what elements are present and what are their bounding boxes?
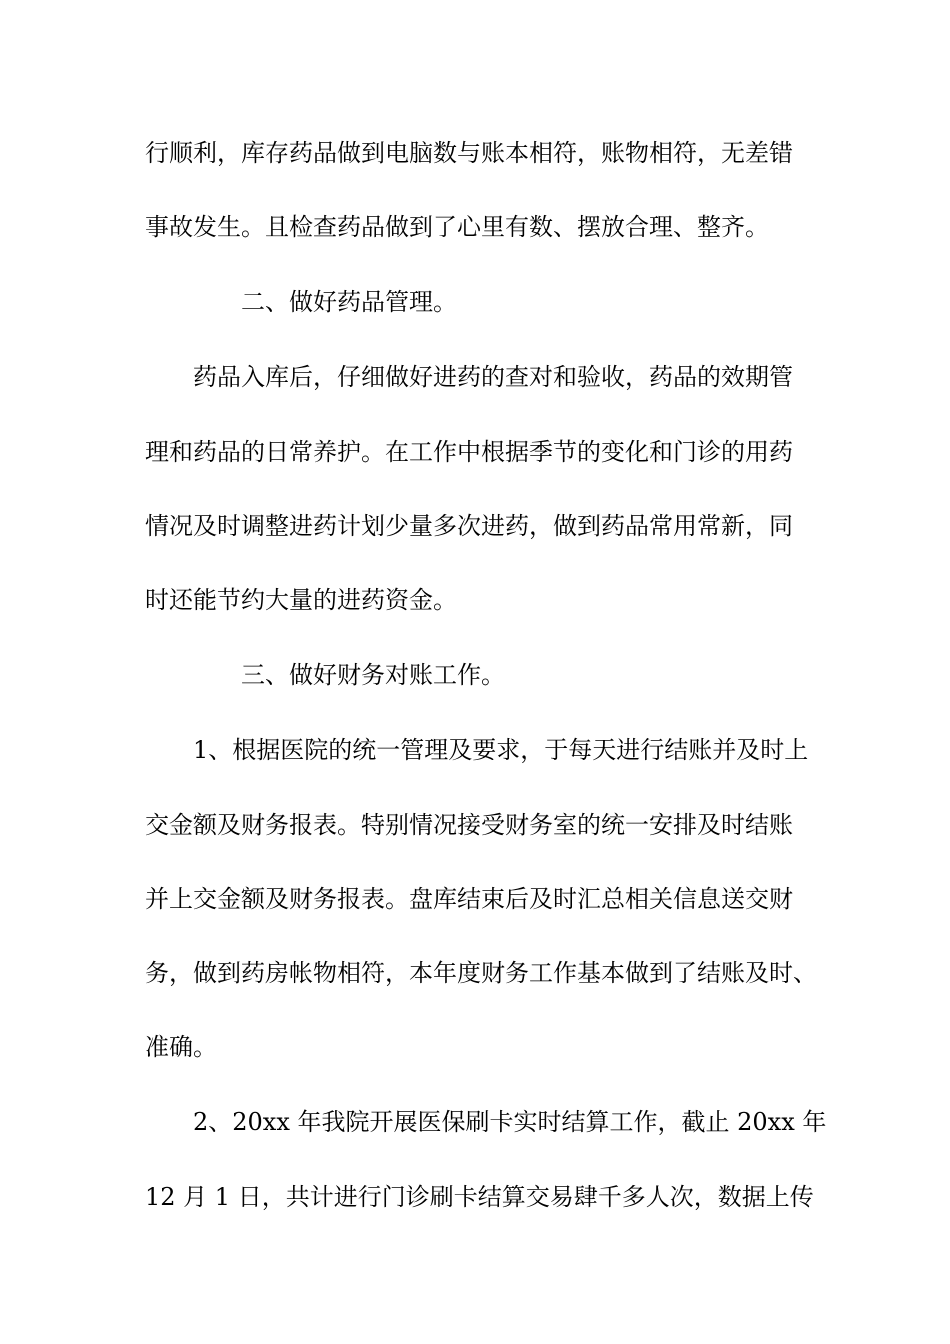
text-line: 情况及时调整进药计划少量多次进药，做到药品常用常新，同 <box>145 512 793 540</box>
text-line: 事故发生。且检查药品做到了心里有数、摆放合理、整齐。 <box>145 213 769 241</box>
text-line: 2、20xx 年我院开展医保刷卡实时结算工作，截止 20xx 年 <box>193 1108 827 1136</box>
text-line: 药品入库后，仔细做好进药的查对和验收，药品的效期管 <box>193 363 793 391</box>
text-line: 行顺利，库存药品做到电脑数与账本相符，账物相符，无差错 <box>145 139 793 167</box>
text-line: 时还能节约大量的进药资金。 <box>145 586 457 614</box>
text-line: 务，做到药房帐物相符，本年度财务工作基本做到了结账及时、 <box>145 959 817 987</box>
text-line: 准确。 <box>145 1033 217 1061</box>
text-line: 12 月 1 日，共计进行门诊刷卡结算交易肆千多人次，数据上传 <box>145 1183 814 1211</box>
text-line: 1、根据医院的统一管理及要求，于每天进行结账并及时上 <box>193 736 809 764</box>
text-line: 理和药品的日常养护。在工作中根据季节的变化和门诊的用药 <box>145 438 793 466</box>
section-heading-2: 二、做好药品管理。 <box>241 288 457 316</box>
text-line: 交金额及财务报表。特别情况接受财务室的统一安排及时结账 <box>145 811 793 839</box>
text-line: 并上交金额及财务报表。盘库结束后及时汇总相关信息送交财 <box>145 885 793 913</box>
section-heading-3: 三、做好财务对账工作。 <box>241 661 505 689</box>
